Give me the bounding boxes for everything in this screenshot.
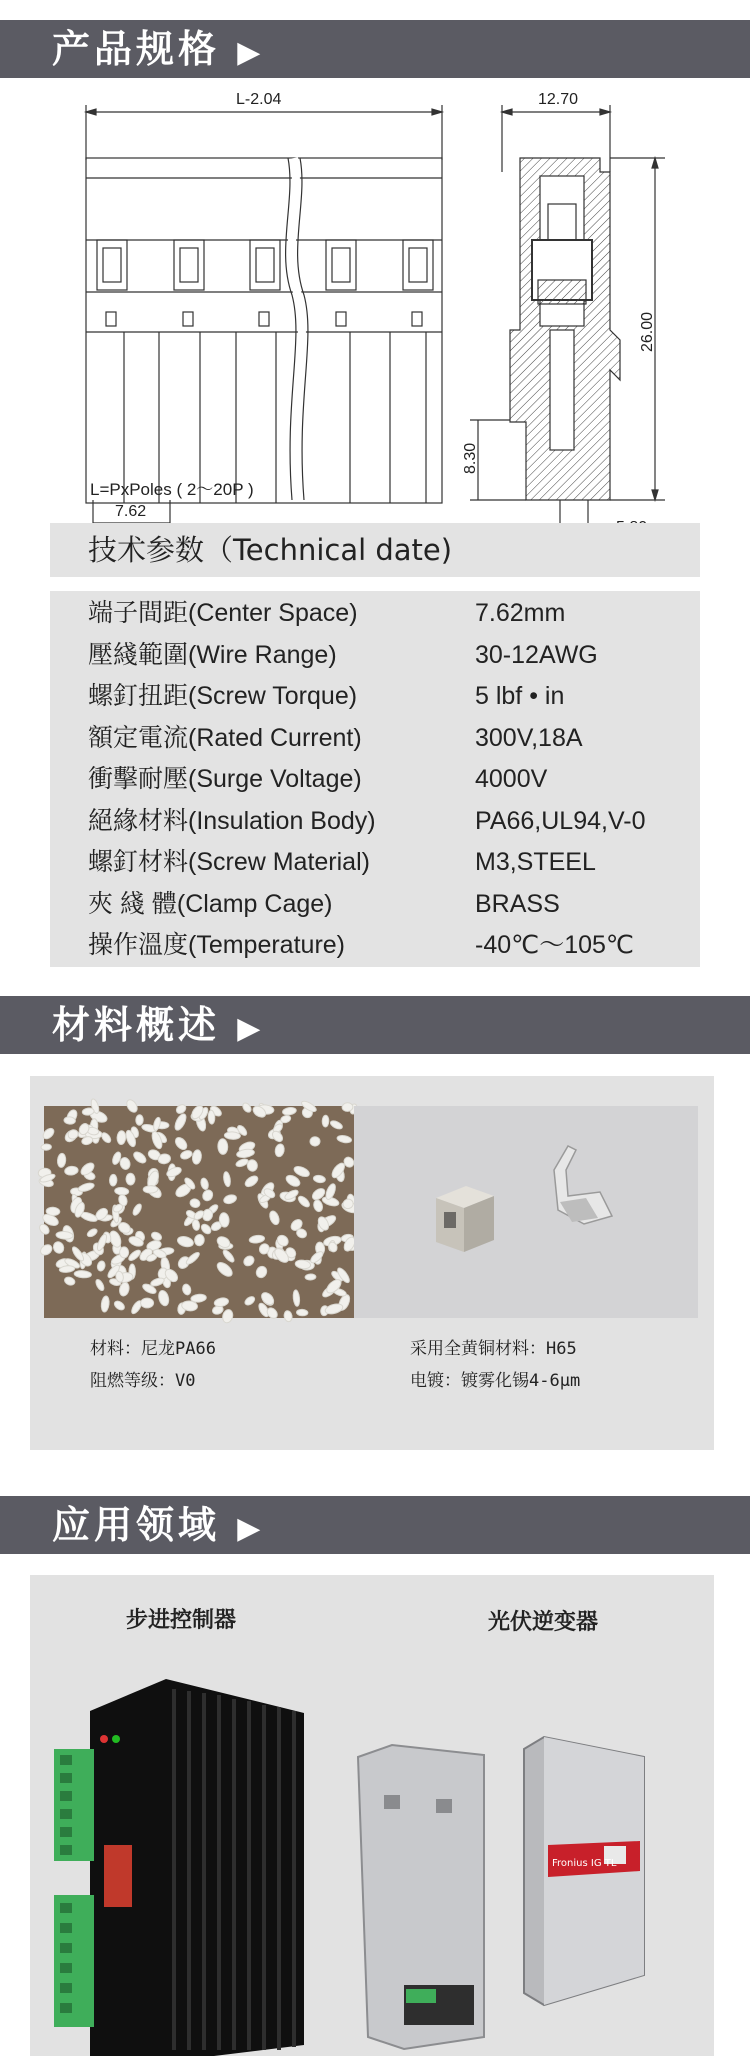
spec-value: PA66,UL94,V-0 [475, 806, 646, 835]
pellet-shape [143, 1186, 158, 1194]
stepper-driver-graphic [54, 1679, 304, 2056]
inverter-graphic [358, 1737, 644, 2049]
material-brass: 采用全黄铜材料：H65 [410, 1339, 577, 1359]
section-title: 产品规格 [52, 27, 221, 71]
spec-value: 300V,18A [475, 723, 583, 752]
pellet-shape [126, 1173, 135, 1185]
spec-value: BRASS [475, 889, 560, 918]
section-title: 材料概述 [52, 1003, 221, 1047]
pellet-shape [224, 1131, 240, 1139]
arrow-right-icon: ▶ [237, 35, 265, 70]
spec-row [50, 759, 700, 801]
spec-row [50, 801, 700, 843]
spec-row [50, 593, 700, 635]
spec-value: -40℃～105℃ [475, 931, 634, 959]
spec-label: 螺釘扭距(Screw Torque) [88, 682, 358, 710]
spec-row [50, 635, 700, 677]
dim-width: 12.70 [538, 91, 579, 108]
pellet-shape [310, 1137, 320, 1147]
dim-length: L-2.04 [236, 91, 282, 108]
dim-pitch: 7.62 [115, 503, 147, 520]
spec-row [50, 925, 700, 967]
spec-value: 4000V [475, 765, 548, 793]
nylon-pellets-image [44, 1106, 354, 1318]
plating-spec: 电镀：镀雾化锡4-6μm [410, 1371, 581, 1391]
spec-value: M3,STEEL [475, 848, 596, 876]
spec-table [50, 591, 700, 967]
pellet-shape [136, 1115, 144, 1126]
spec-row [50, 676, 700, 718]
spec-row [50, 884, 700, 926]
pellet-shape [305, 1274, 316, 1281]
flame-rating: 阻燃等级：V0 [90, 1371, 196, 1391]
pellet-shape [342, 1102, 353, 1111]
spec-value: 30-12AWG [475, 640, 598, 669]
pv-inverter-label: 光伏逆变器 [488, 1610, 599, 1635]
arrow-right-icon: ▶ [237, 1011, 265, 1046]
arrow-right-icon: ▶ [237, 1511, 265, 1546]
pellet-shape [109, 1174, 117, 1186]
pellet-shape [46, 1207, 60, 1216]
spec-value: 7.62mm [475, 599, 566, 627]
technical-drawing [0, 80, 750, 520]
stepper-controller-label: 步进控制器 [126, 1608, 237, 1633]
material-nylon: 材料：尼龙PA66 [90, 1339, 216, 1359]
pellet-shape [41, 1144, 52, 1151]
section-title: 应用领域 [52, 1503, 221, 1547]
spec-label: 端子間距(Center Space) [88, 599, 358, 627]
pellets-graphic [44, 1106, 354, 1318]
section-header-application [0, 1496, 750, 1554]
pole-formula: L=PxPoles ( 2～20P ) [90, 480, 254, 499]
technical-title: 技术参数（Technical date) [50, 523, 700, 577]
pellet-shape [208, 1110, 215, 1124]
spec-label: 衝擊耐壓(Surge Voltage) [88, 765, 362, 793]
pellet-shape [141, 1298, 154, 1308]
spec-value: 5 lbf • in [475, 682, 565, 710]
spec-label: 夾 綫 體(Clamp Cage) [88, 889, 333, 918]
brass-cage-image [354, 1106, 698, 1318]
dim-pin: 8.30 [462, 442, 479, 474]
brass-cage-graphic [354, 1106, 698, 1318]
pellet-shape [120, 1247, 129, 1258]
material-panel [30, 1076, 714, 1450]
dim-height: 26.00 [639, 311, 656, 352]
section-header-material [0, 996, 750, 1054]
connector-drawing-svg [0, 80, 750, 520]
spec-label: 壓綫範圍(Wire Range) [88, 640, 337, 669]
pellet-shape [217, 1139, 228, 1155]
spec-row [50, 842, 700, 884]
section-header-spec [0, 20, 750, 78]
spec-row [50, 718, 700, 760]
spec-label: 螺釘材料(Screw Material) [88, 848, 370, 876]
pellet-shape [117, 1130, 126, 1144]
application-graphics [44, 1645, 700, 2056]
spec-label: 操作溫度(Temperature) [88, 931, 345, 959]
pellet-shape [296, 1309, 308, 1316]
application-panel [30, 1575, 714, 2056]
spec-label: 額定電流(Rated Current) [88, 723, 362, 752]
pellet-shape [322, 1115, 329, 1127]
spec-label: 絕緣材料(Insulation Body) [88, 806, 376, 835]
inverter-brand: Fronius IG TL [552, 1858, 617, 1869]
